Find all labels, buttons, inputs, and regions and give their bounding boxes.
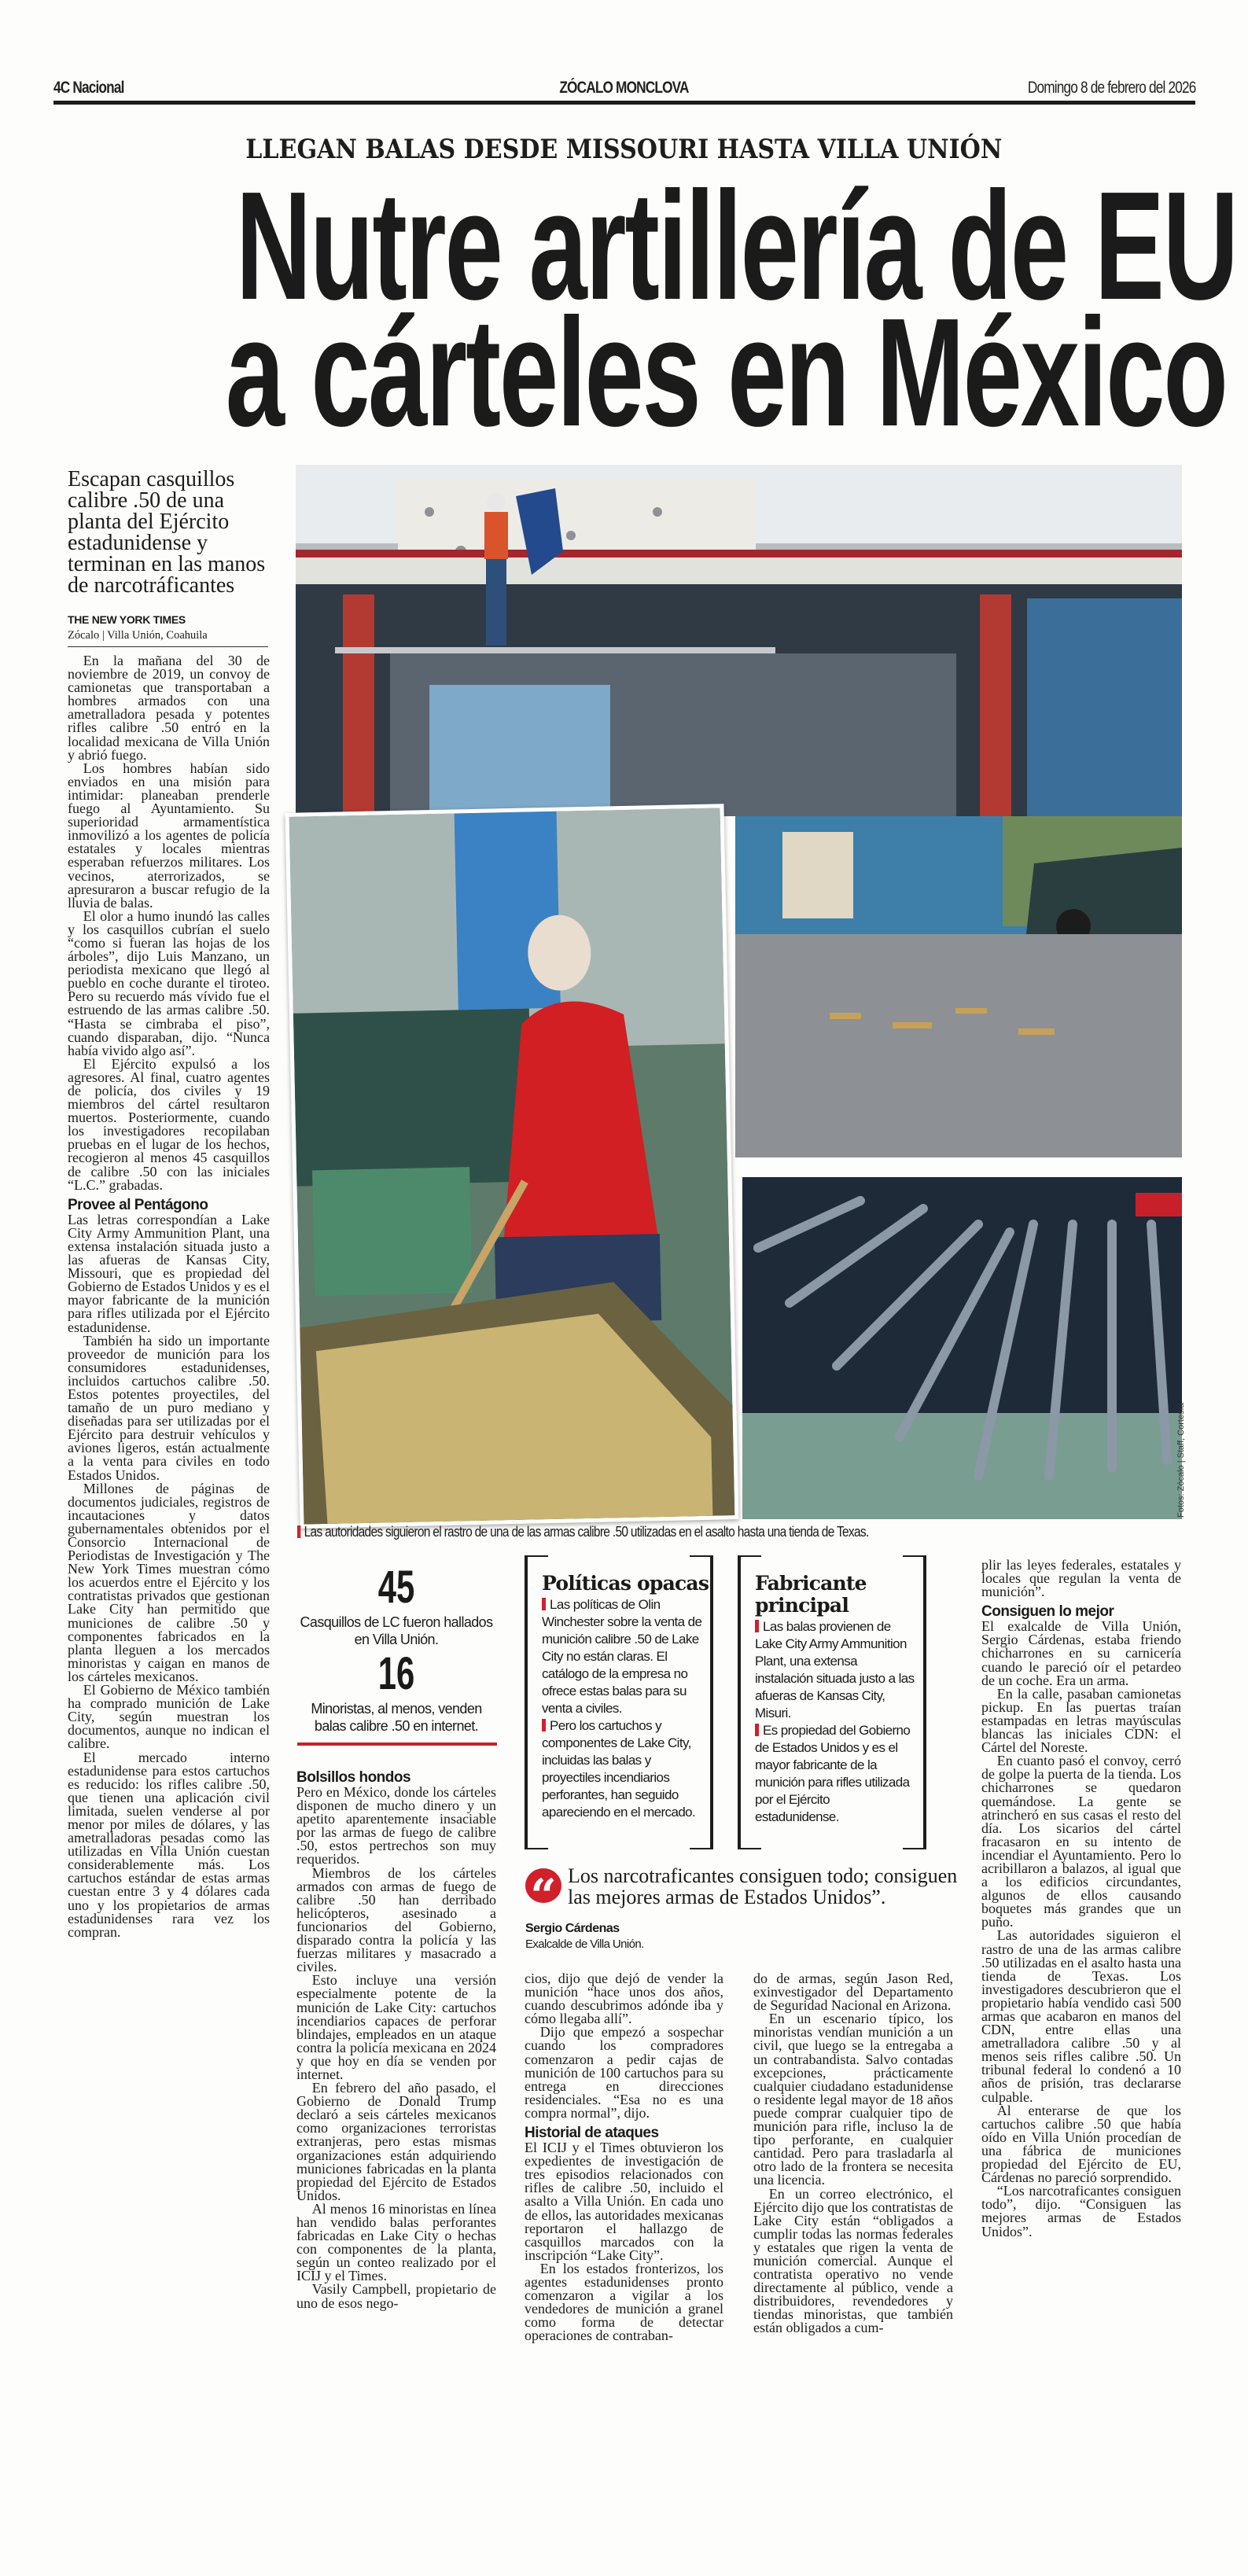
article-paragraph: En los estados fronterizos, los agentes estadunidenses pronto comenzaron a vigilar a los vendedores de munición a granel como forma de detectar operaciones de contraban- — [525, 2260, 723, 2344]
publication-date: Domingo 8 de febrero del 2026 — [1028, 79, 1196, 97]
section-heading: Bolsillos hondos — [296, 1769, 411, 1786]
stat-value-retailers: 16 — [377, 1648, 415, 1699]
box-bullet — [542, 1717, 702, 1821]
stat-value-casings: 45 — [377, 1562, 415, 1613]
photo-caption — [297, 1524, 869, 1540]
article-paragraph: También ha sido un importante proveedor de munición para los consumidores estadunidenses, incluidos cartuchos calibre .50. Estos potentes proyectiles, del tamaño de un puro mediano y diseñadas para ser utilizadas por el Ejército para destruir vehículos y aviones ligeros, están actualmente a la venta para civiles en todo Estados Unidos. — [68, 1332, 270, 1483]
article-paragraph: Dijo que empezó a sospechar cuando los compradores comenzaron a pedir cajas de munición de 100 cartuchos para su entrega en direcciones residenciales. “Esa no es una compra normal”, dijo. — [525, 2024, 723, 2121]
box-title: Políticas opacas — [542, 1572, 709, 1595]
article-paragraph: do de armas, según Jason Red, exinvestigador del Departamento de Seguridad Nacional en Arizona. — [753, 1972, 953, 2014]
article-paragraph: El olor a humo inundó las calles y los casquillos cubrían el suelo “como si fueran las hojas de los árboles”, dijo Luis Manzano, un periodista mexicano que llegó al pueblo en coche durante el tiroteo. Pero su recuerdo más vívido fue el estruendo de las armas calibre .50. “Hasta se cimbraba el piso”, cuando disparaban, dijo. “Nunca había vivido algo así”. — [68, 907, 270, 1058]
box-bullet — [755, 1618, 915, 1722]
photo-street-bullets — [735, 816, 1182, 1157]
article-column-3 — [525, 1972, 723, 2486]
stats-rule — [297, 1742, 497, 1746]
section-heading: Historial de ataques — [525, 2125, 659, 2142]
section-heading: Provee al Pentágono — [68, 1196, 208, 1213]
article-paragraph: En la mañana del 30 de noviembre de 2019, un convoy de camionetas que transportaban a hombres armados con una ametralladora pesada y potentes rifles calibre .50 entró en la localidad mexicana de Villa Unión y abrió fuego. — [68, 654, 270, 763]
article-paragraph: Pero en México, donde los cárteles disponen de mucho dinero y un apetito aparentemente insaciable por las armas de fuego de calibre .50, estos pertrechos son muy requeridos. — [296, 1784, 496, 1868]
bullet-marker — [542, 1719, 546, 1731]
article-paragraph: “Los narcotraficantes consiguen todo”, dijo. “Consiguen las mejores armas de Estados Unidos”. — [981, 2183, 1181, 2239]
sidebar-box-fabricante-principal — [738, 1555, 926, 1849]
article-paragraph: El Ejército expulsó a los agresores. Al final, cuatro agentes de policía, dos civiles y 19 miembros del cártel resultaron muertos. Posteriormente, cuando los investigadores recopilaban pruebas en el lugar de los hechos, recogieron al menos 45 casquillos de calibre .50 con las iniciales “L.C.” grabadas. — [68, 1055, 270, 1193]
photo-bullet-riddled-building — [296, 465, 1182, 816]
article-paragraph: El ICIJ y el Times obtuvieron los expedientes de investigación de tres episodios relacionados con rifles de calibre .50, incluido el asalto a Villa Unión. En cada uno de ellos, las autoridades mexicanas reportaron el hallazgo de casquillos marcados con la inscripción “Lake City”. — [525, 2140, 723, 2263]
bullet-marker — [755, 1620, 759, 1632]
byline-rule — [68, 646, 268, 647]
article-column-4 — [753, 1972, 953, 2486]
stat-label-retailers: Minoristas, al menos, venden balas calibre .50 en internet. — [311, 1701, 482, 1734]
article-paragraph: En un escenario típico, los minoristas vendían munición a un civil, que luego se la entregaba a un contrabandista. Salvo contadas excepciones, prácticamente cualquier ciudadano estadunidense o residente legal mayor de 18 años puede comprar cualquier tipo de munición para rifle, incluso la de tipo perforante, en cualquier cantidad. Pero para trasladarla al otro lado de la frontera se necesita una licencia. — [753, 2011, 953, 2188]
sidebar-box-politicas-opacas — [525, 1555, 713, 1849]
headline-text-2: a cárteles en México — [225, 286, 1227, 458]
quote-icon: “ — [525, 1868, 561, 1903]
subhead: Escapan casquillos calibre .50 de una planta del Ejército estadunidense y terminan en las manos de narcotráficantes — [68, 467, 266, 598]
article-column-1 — [68, 654, 270, 2359]
article-paragraph: En febrero del año pasado, el Gobierno de Donald Trump declaró a seis cárteles mexicanos como organizaciones terroristas extranjeras, pero estas mismas organizaciones están adquiriendo municiones fabricadas en la planta propiedad del Ejército de Estados Unidos. — [296, 2080, 496, 2203]
stat-label-casings: Casquillos de LC fueron hallados en Villa Unión. — [300, 1614, 493, 1647]
article-paragraph: Miembros de los cárteles armados con armas de fuego de calibre .50 han derribado helicópteros, asesinado a funcionarios del Gobierno, disparado contra la policía y las fuerzas militares y masacrado a civiles. — [296, 1864, 496, 1975]
byline-place: Zócalo | Villa Unión, Coahuila — [68, 629, 208, 642]
article-paragraph: Esto incluye una versión especialmente potente de la munición de Lake City: cartuchos incendiarios capaces de perforar blindajes, empleados en un ataque contra la policía mexicana en 2024 y que hoy en día se venden por internet. — [296, 1972, 496, 2082]
article-paragraph: El Gobierno de México también ha comprado munición de Lake City, según muestran los documentos, aunque no indican el calibre. — [68, 1682, 270, 1752]
headline-line-2 — [0, 286, 1248, 458]
article-paragraph: El mercado interno estadunidense para estos cartuchos es reducido: los rifles calibre .50, que tienen una aplicación civil limitada, suelen venderse al por menor por miles de dólares, y las ametralladoras pesadas como las utilizadas en Villa Unión cuestan considerablemente más. Los cartuchos estándar de estas armas cuestan entre 3 y 4 dólares cada uno y los propietarios de armas estadunidenses rara vez los compran. — [68, 1749, 270, 1940]
article-paragraph: cios, dijo que dejó de vender la munición “hace unos dos años, cuando descubrimos adónde iba y cómo llegaba allí”. — [525, 1972, 723, 2027]
article-paragraph: Las letras correspondían a Lake City Army Ammunition Plant, una extensa instalación situada justo a las afueras de Kansas City, Missouri, que es propiedad del Gobierno de Estados Unidos y es el mayor fabricante de la munición para rifles utilizada por el Ejército estadunidense. — [68, 1211, 270, 1335]
byline-source: THE NEW YORK TIMES — [68, 613, 186, 626]
article-paragraph: Al menos 16 minoristas en línea han vendido balas perforantes fabricadas en Lake City o hechas con componentes de la planta, según un conteo realizado por el ICIJ y el Times. — [296, 2200, 496, 2284]
quote-author-role: Exalcalde de Villa Unión. — [525, 1938, 644, 1951]
article-paragraph: El exalcalde de Villa Unión, Sergio Cárdenas, estaba friendo chicharrones en su carnicería cuando le pareció oír el petardeo de un coche. Era un arma. — [981, 1618, 1181, 1688]
page-section: 4C Nacional — [53, 79, 124, 97]
photo-confiscated-rifles — [742, 1177, 1182, 1519]
article-paragraph: Los hombres habían sido enviados en una misión para intimidar: planeaban prenderle fuego al Ayuntamiento. Su superioridad armamentística inmovilizó a los agentes de policía estatales y locales mientras esperaban refuerzos militares. Los vecinos, aterrorizados, se apresuraron a buscar refugio de la lluvia de balas. — [68, 760, 270, 911]
header-rule — [53, 101, 1195, 105]
bullet-marker — [542, 1598, 546, 1610]
article-paragraph: En la calle, pasaban camionetas pickup. En las puertas traían estampadas en letras mayúsculas blancas las iniciales CDN: el Cártel del Noreste. — [981, 1685, 1181, 1756]
quote-author: Sergio Cárdenas — [525, 1922, 620, 1935]
box-title: Fabricante principal — [755, 1572, 867, 1617]
article-paragraph: En un correo electrónico, el Ejército dijo que los contratistas de Lake City están “obligados a cumplir todas las normas federales y estatales que rigen la venta de munición comercial. Aunque el contratista operativo no vende directamente al público, vende a distribuidores, revendedores y tiendas minoristas, que también están obligados a cum- — [753, 2185, 953, 2336]
bullet-text: Pero los cartuchos y componentes de Lake City, incluidas las balas y proyectiles incendiarios perforantes, han seguido apareciendo en el mercado. — [542, 1718, 696, 1820]
article-column-2 — [296, 1769, 496, 2488]
article-paragraph: Al enterarse de que los cartuchos calibre .50 que había oído en Villa Unión procedían de una fábrica de municiones propiedad del Ejército de EU, Cárdenas no pareció sorprendido. — [981, 2102, 1181, 2186]
photo-credit: Fotos: Zócalo | Staff, Cortesía — [1176, 1403, 1186, 1518]
bullet-text: Las balas provienen de Lake City Army Ammunition Plant, una extensa instalación situada justo a las afueras de Kansas City, Misuri. — [755, 1619, 915, 1720]
kicker-text: LLEGAN BALAS DESDE MISSOURI HASTA VILLA UNIÓN — [245, 134, 1003, 165]
bullet-text: Es propiedad del Gobierno de Estados Unidos y es el mayor fabricante de la munición para rifles utilizada por el Ejército estadunidense. — [755, 1723, 911, 1824]
box-bullet — [542, 1596, 702, 1717]
article-paragraph: plir las leyes federales, estatales y locales que regulan la venta de munición”. — [981, 1558, 1181, 1600]
pull-quote: Los narcotraficantes consiguen todo; consiguen las mejores armas de Estados Unidos”. — [568, 1864, 958, 1908]
caption-marker — [297, 1525, 300, 1538]
headline-text-1: Nutre artillería de EU — [235, 160, 1237, 332]
bullet-text: Las políticas de Olin Winchester sobre la venta de munición calibre .50 de Lake City no están claras. El catálogo de la empresa no ofrece estas balas para su venta a civiles. — [542, 1597, 702, 1716]
section-heading: Consiguen lo mejor — [981, 1603, 1114, 1621]
photo-ammunition-factory-worker — [285, 804, 739, 1528]
article-paragraph: Vasily Campbell, propietario de uno de esos nego- — [296, 2281, 496, 2311]
article-paragraph: Las autoridades siguieron el rastro de una de las armas calibre .50 utilizadas en el asalto hasta una tienda de Texas. Los investigadores descubrieron que el propietario había vendido casi 500 armas que acabaron en manos del CDN, entre ellas una ametralladora calibre .50 y al menos seis rifles calibre .50. Un tribunal federal lo condenó a 10 años de prisión, tras declararse culpable. — [981, 1927, 1181, 2105]
article-paragraph: Millones de páginas de documentos judiciales, registros de incautaciones y datos gubernamentales obtenidos por el Consorcio Internacional de Periodistas de Investigación y The New York Times muestran cómo los acuerdos entre el Ejército y los contratistas privados que gestionan Lake City han permitido que municiones de calibre .50 y componentes fabricados en la planta lleguen a los mercados minoristas y caigan en manos de los cárteles mexicanos. — [68, 1480, 270, 1684]
article-paragraph: En cuanto pasó el convoy, cerró de golpe la puerta de la tienda. Los chicharrones se quedaron quemándose. La gente se atrincheró en sus casas el resto del día. Los sicarios del cártel fracasaron en su intento de incendiar el Ayuntamiento. Pero lo acribillaron a balazos, al igual que a los edificios circundantes, algunos de ellos causando boquetes más grandes que un puño. — [981, 1753, 1181, 1930]
publication-name: ZÓCALO MONCLOVA — [559, 79, 689, 97]
box-bullet — [755, 1722, 915, 1826]
caption-text: Las autoridades siguieron el rastro de una de las armas calibre .50 utilizadas en el asalto hasta una tienda de Texas. — [304, 1524, 869, 1540]
article-column-5 — [981, 1558, 1181, 2488]
bullet-marker — [755, 1724, 759, 1736]
